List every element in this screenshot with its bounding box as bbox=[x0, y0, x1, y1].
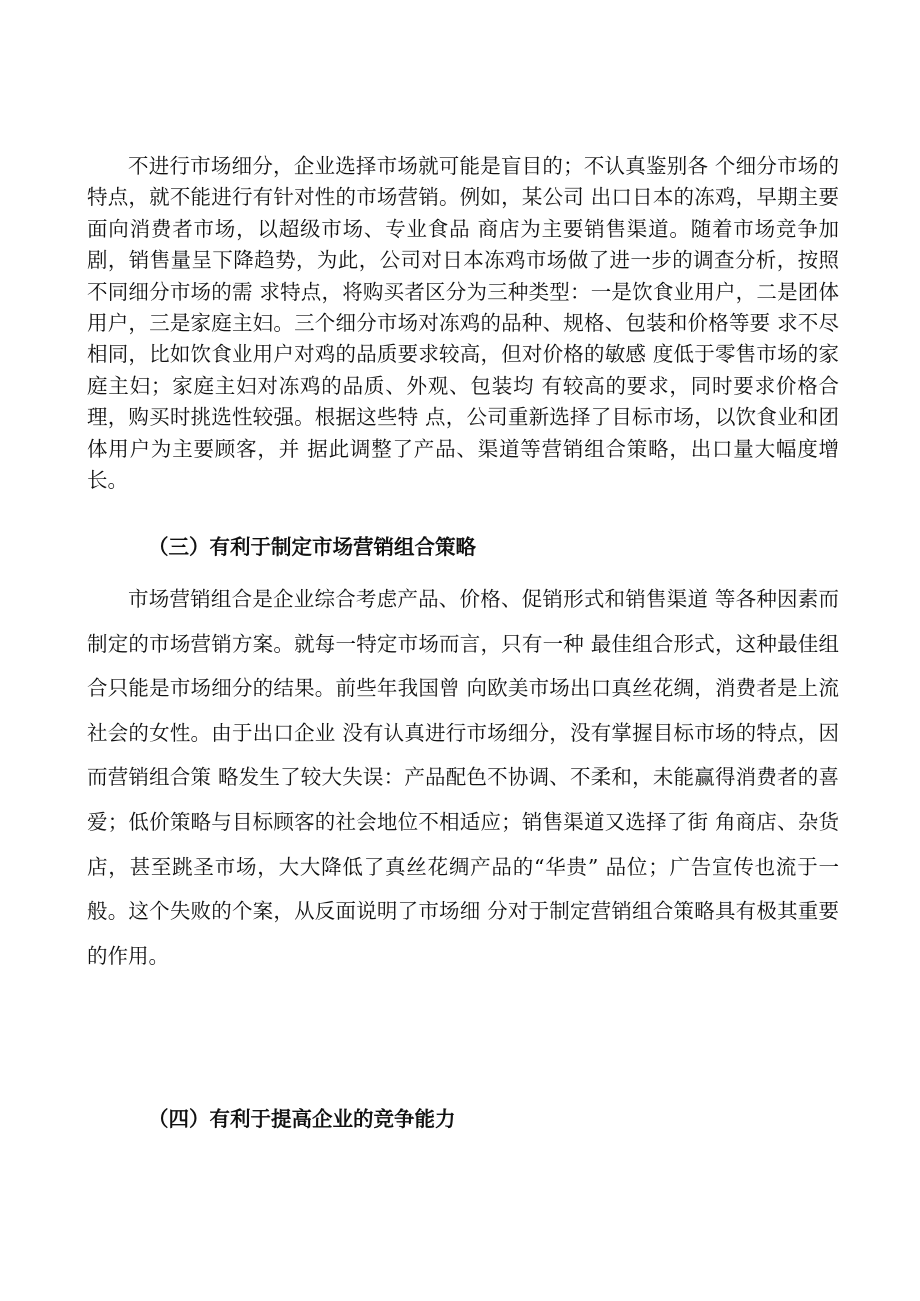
body-paragraph-marketing-mix: 市场营销组合是企业综合考虑产品、价格、促销形式和销售渠道 等各种因素而制定的市场营销方案。就每一特定市场而言，只有一种 最佳组合形式，这种最佳组合只能是市场细分的结果。前些年我国曾 向欧美市场出口真丝花绸，消费者是上流社会的女性。由于出口企业 没有认真进行市场细分，没有掌握目标市场的特点，因而营销组合策 略发生了较大失误：产品配色不协调、不柔和，未能赢得消费者的喜 爱；低价策略与目标顾客的社会地位不相适应；销售渠道又选择了街 角商店、杂货店，甚至跳圣市场，大大降低了真丝花绸产品的“华贵” 品位；广告宣传也流于一般。这个失败的个案，从反面说明了市场细 分对于制定营销组合策略具有极其重要的作用。 bbox=[87, 587, 839, 968]
body-paragraph-market-segmentation-example: 不进行市场细分，企业选择市场就可能是盲目的；不认真鉴别各 个细分市场的特点，就不能进行有针对性的市场营销。例如，某公司 出口日本的冻鸡，早期主要面向消费者市场，以超级市场、专业食品 商店为主要销售渠道。随着市场竞争加剧，销售量呈下降趋势，为此，公司对日本冻鸡市场做了进一步的调查分析，按照不同细分市场的需 求特点，将购买者区分为三种类型：一是饮食业用户，二是团体用户，三是家庭主妇。三个细分市场对冻鸡的品种、规格、包装和价格等要 求不尽相同，比如饮食业用户对鸡的品质要求较高，但对价格的敏感 度低于零售市场的家庭主妇；家庭主妇对冻鸡的品质、外观、包装均 有较高的要求，同时要求价格合理，购买时挑选性较强。根据这些特 点，公司重新选择了目标市场，以饮食业和团体用户为主要顾客，并 据此调整了产品、渠道等营销组合策略，出口量大幅度增长。 bbox=[87, 154, 839, 493]
section-heading-4: （四）有利于提高企业的竞争能力 bbox=[148, 1107, 456, 1131]
section-heading-3: （三）有利于制定市场营销组合策略 bbox=[148, 535, 476, 559]
